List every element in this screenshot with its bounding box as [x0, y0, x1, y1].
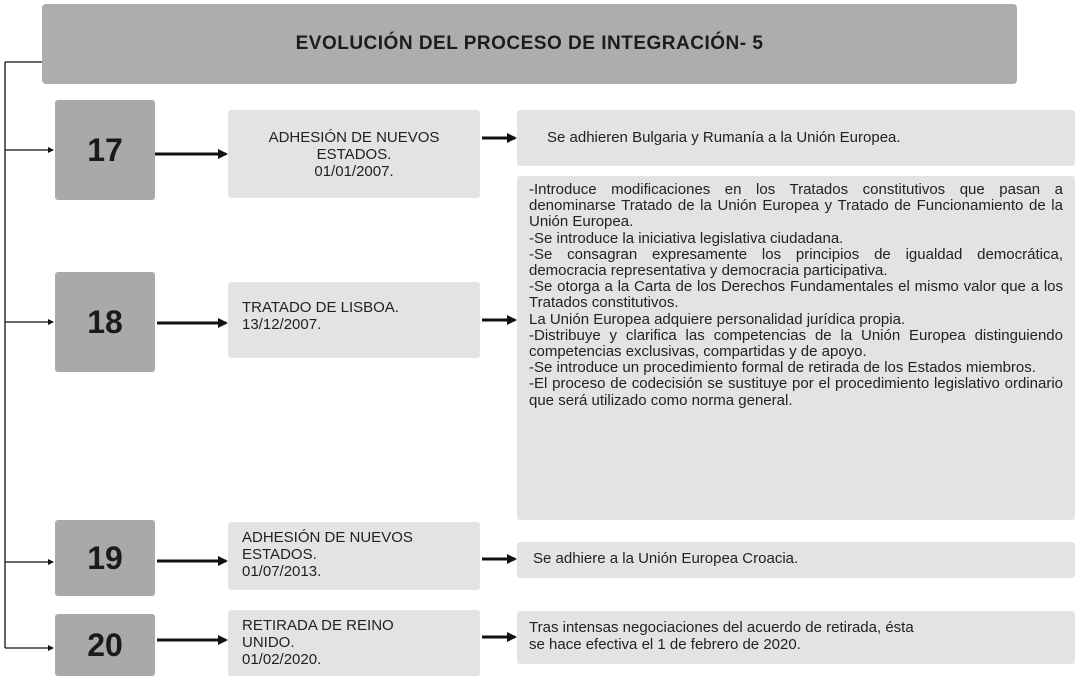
description-box-19: [517, 542, 1075, 578]
event-line: ESTADOS.: [316, 146, 392, 163]
event-line: TRATADO DE LISBOA.: [242, 299, 399, 316]
description-line: -Se otorga a la Carta de los Derechos Fundamentales el mismo valor que a los Tratados constitutivos.: [529, 278, 1063, 312]
step-number-18: 18: [55, 272, 155, 372]
event-box-18: [228, 282, 480, 358]
event-line: ADHESIÓN DE NUEVOS: [242, 529, 413, 546]
event-box-20: [228, 610, 480, 676]
event-line: RETIRADA DE REINO: [242, 617, 394, 634]
step-number-20: 20: [55, 614, 155, 676]
description-line: -El proceso de codecisión se sustituye por el procedimiento legislativo ordinario que será utilizado como norma general.: [529, 375, 1063, 409]
event-box-17: [228, 110, 480, 198]
description-line: -Se introduce un procedimiento formal de retirada de los Estados miembros.: [529, 359, 1036, 377]
event-line: 01/02/2020.: [242, 651, 322, 668]
description-line: -Se introduce la iniciativa legislativa ciudadana.: [529, 229, 844, 247]
description-line: -Distribuye y clarifica las competencias de la Unión Europea distinguiendo competencias exclusivas, compartidas y de apoyo.: [529, 326, 1063, 361]
event-line: 01/01/2007.: [314, 163, 394, 180]
step-number-19: 19: [55, 520, 155, 596]
description-text: Se adhieren Bulgaria y Rumanía a la Unión Europea.: [547, 129, 901, 146]
description-line: -Se consagran expresamente los principios de igualdad democrática, democracia representativa y democracia participativa.: [529, 245, 1063, 280]
description-box-17: [517, 110, 1075, 166]
step-number-17: 17: [55, 100, 155, 200]
event-box-19: [228, 522, 480, 590]
event-line: 01/07/2013.: [242, 563, 322, 580]
diagram-title: EVOLUCIÓN DEL PROCESO DE INTEGRACIÓN- 5: [42, 4, 1017, 84]
description-line: se hace efectiva el 1 de febrero de 2020.: [529, 636, 801, 653]
event-line: ESTADOS.: [242, 546, 317, 563]
description-box-18: [517, 176, 1075, 520]
description-line: Tras intensas negociaciones del acuerdo de retirada, ésta: [529, 619, 914, 636]
description-text: Se adhiere a la Unión Europea Croacia.: [533, 550, 799, 567]
description-line: -Introduce modificaciones en los Tratados constitutivos que pasan a denominarse Tratado de la Unión Europea y Tratado de Funcionamiento de la Unión Europea.: [529, 181, 1063, 231]
event-line: 13/12/2007.: [242, 316, 322, 333]
description-line: La Unión Europea adquiere personalidad jurídica propia.: [529, 310, 906, 328]
event-line: UNIDO.: [242, 634, 295, 651]
description-box-20: [517, 611, 1075, 664]
event-line: ADHESIÓN DE NUEVOS: [268, 129, 440, 146]
